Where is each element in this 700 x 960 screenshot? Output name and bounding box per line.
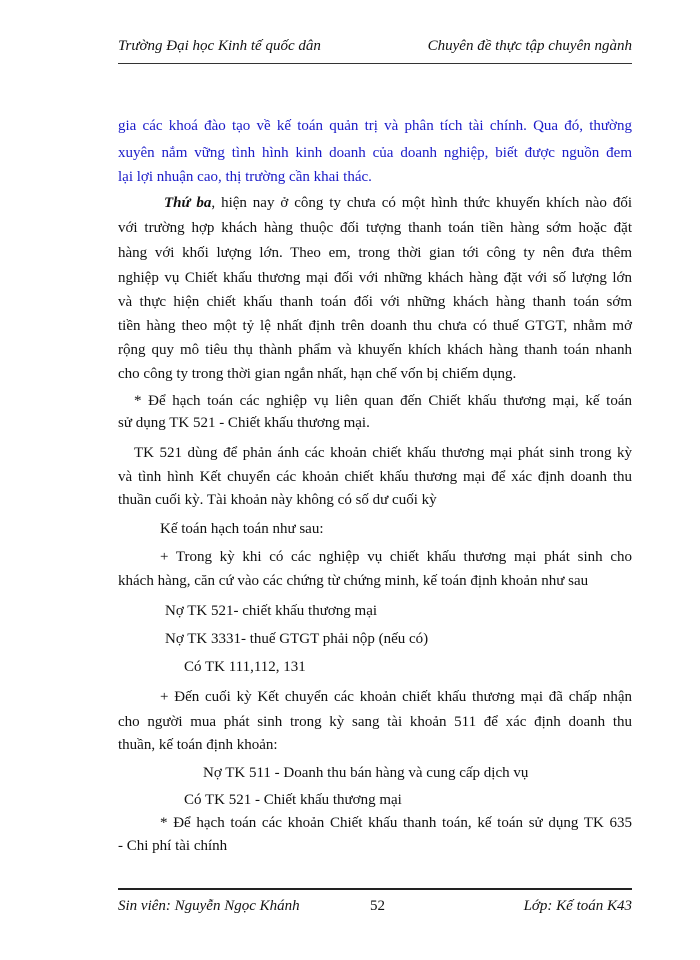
body-line: và thực hiện chiết khấu thanh toán đối với những khách hàng thanh toán sớm — [118, 294, 632, 310]
body-line: và tình hình Kết chuyển các khoản chiết khấu thương mại để xác định doanh thu — [118, 469, 632, 485]
body-line: Kế toán hạch toán như sau: — [160, 521, 324, 537]
third-rest: , hiện nay ở công ty chưa có một hình thức khuyến khích nào đối — [211, 195, 632, 211]
entry-debit: Nợ TK 521- chiết khấu thương mại — [165, 603, 378, 619]
header-rule — [118, 63, 632, 64]
page-footer — [118, 898, 632, 920]
body-line: thuần cuối kỳ. Tài khoản này không có số dư cuối kỳ — [118, 492, 437, 508]
body-line: lại lợi nhuận cao, thị trường cần khai thác. — [118, 169, 372, 185]
body-line: sử dụng TK 521 - Chiết khấu thương mại. — [118, 415, 370, 431]
body-line: xuyên nắm vững tình hình kinh doanh của doanh nghiệp, biết được nguồn đem — [118, 145, 632, 161]
body-line: cho người mua phát sinh trong kỳ sang tài khoản 511 để xác định doanh thu — [118, 714, 632, 730]
body-line: với trường hợp khách hàng thuộc đối tượng thanh toán tiền hàng sớm hoặc đặt — [118, 220, 632, 236]
page-number: 52 — [370, 898, 385, 914]
body-line: nghiệp vụ Chiết khấu thương mại đối với những khách hàng đặt với số lượng lớn — [118, 270, 632, 286]
paragraph-third — [164, 193, 632, 213]
body-line: gia các khoá đào tạo về kế toán quản trị và phân tích tài chính. Qua đó, thường — [118, 118, 632, 134]
entry-credit: Có TK 521 - Chiết khấu thương mại — [184, 792, 402, 808]
body-line: * Để hạch toán các nghiệp vụ liên quan đến Chiết khấu thương mại, kế toán — [134, 393, 632, 409]
body-line: TK 521 dùng để phản ánh các khoản chiết khấu thương mại phát sinh trong kỳ — [134, 445, 632, 461]
body-line: thuần, kế toán định khoản: — [118, 737, 278, 753]
header-title: Chuyên đề thực tập chuyên ngành — [427, 38, 632, 54]
body-line: + Đến cuối kỳ Kết chuyển các khoản chiết khấu thương mại đã chấp nhận — [160, 689, 632, 705]
entry-debit: Nợ TK 3331- thuế GTGT phải nộp (nếu có) — [165, 631, 429, 647]
body-line: + Trong kỳ khi có các nghiệp vụ chiết khấu thương mại phát sinh cho — [160, 549, 632, 565]
third-lead: Thứ ba — [164, 195, 212, 211]
body-line: cho công ty trong thời gian ngắn nhất, hạn chế vốn bị chiếm dụng. — [118, 366, 517, 382]
body-line: tiền hàng theo một tỷ lệ nhất định trên doanh thu chưa có thuế GTGT, nhằm mở — [118, 318, 632, 334]
body-line: hàng với khối lượng lớn. Theo em, trong thời gian tới công ty nên đưa thêm — [118, 245, 632, 261]
footer-student: Sin viên: Nguyễn Ngọc Khánh — [118, 898, 300, 914]
page-header — [118, 38, 632, 60]
body-line: * Để hạch toán các khoản Chiết khấu thanh toán, kế toán sử dụng TK 635 — [160, 815, 632, 831]
header-school: Trường Đại học Kinh tế quốc dân — [118, 38, 321, 54]
body-line: rộng quy mô tiêu thụ thành phẩm và khuyến khích khách hàng thanh toán nhanh — [118, 342, 632, 358]
entry-debit: Nợ TK 511 - Doanh thu bán hàng và cung cấp dịch vụ — [203, 765, 529, 781]
entry-credit: Có TK 111,112, 131 — [184, 659, 306, 675]
body-line: - Chi phí tài chính — [118, 838, 228, 854]
footer-rule — [118, 888, 632, 890]
body-line: khách hàng, căn cứ vào các chứng từ chứng minh, kế toán định khoản như sau — [118, 573, 589, 589]
footer-class: Lớp: Kế toán K43 — [523, 898, 632, 914]
